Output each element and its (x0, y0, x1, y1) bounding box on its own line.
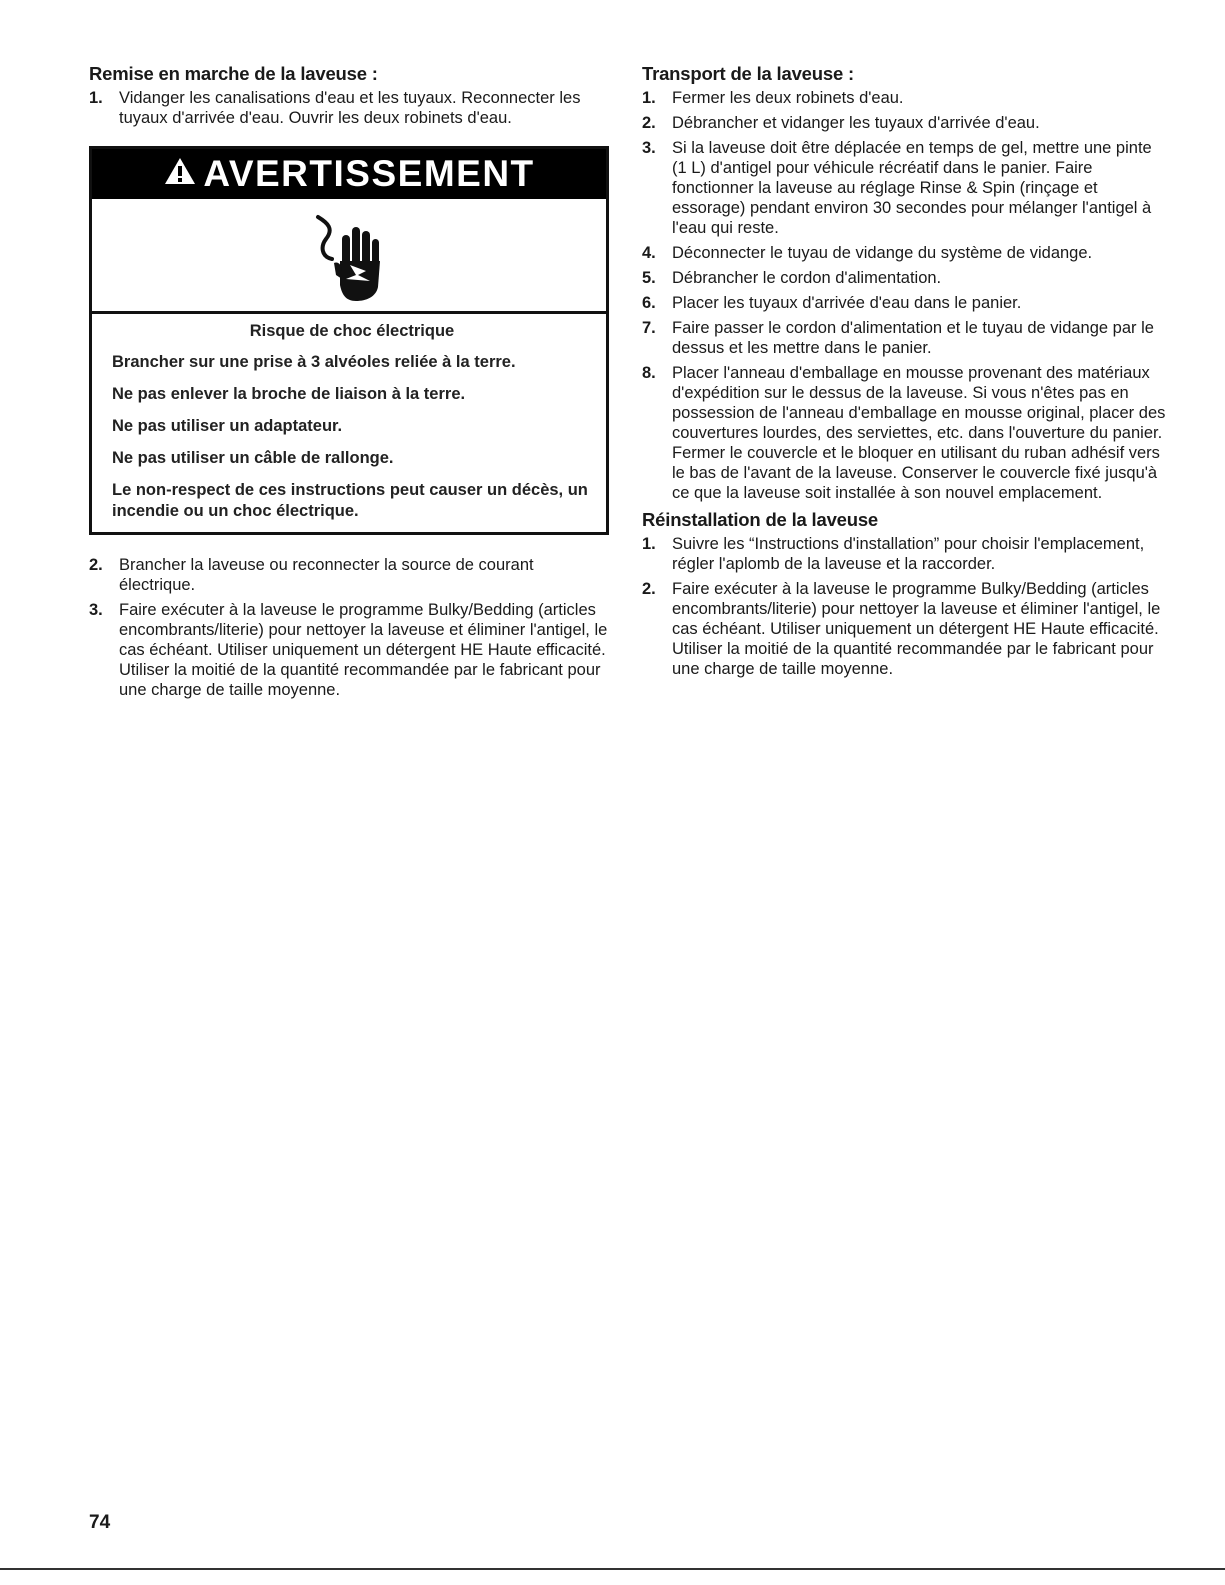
restart-heading: Remise en marche de la laveuse : (89, 63, 378, 84)
right-column (642, 62, 1167, 684)
step-text: Faire exécuter à la laveuse le programme Bulky/Bedding (articles encombrants/literie) pour nettoyer la laveuse et éliminer l'antigel, le cas échéant. Utiliser uniquement un détergent HE Haute efficacité. Utiliser la moitié de la quantité recommandée par le fabricant pour une charge de taille moyenne. (119, 601, 608, 699)
step-number: 5. (642, 269, 656, 287)
list-item (89, 555, 609, 595)
step-number: 1. (642, 89, 656, 107)
step-text: Suivre les “Instructions d'installation” pour choisir l'emplacement, régler l'aplomb de la laveuse et la raccorder. (672, 535, 1145, 573)
list-item (642, 88, 1167, 108)
step-number: 2. (89, 556, 103, 574)
step-text: Placer les tuyaux d'arrivée d'eau dans le panier. (672, 294, 1022, 312)
step-number: 7. (642, 319, 656, 337)
step-text: Vidanger les canalisations d'eau et les tuyaux. Reconnecter les tuyaux d'arrivée d'eau. Ouvrir les deux robinets d'eau. (119, 89, 581, 127)
warning-line: Brancher sur une prise à 3 alvéoles reliée à la terre. (112, 353, 516, 371)
warning-line: Ne pas utiliser un adaptateur. (112, 417, 343, 435)
step-text: Déconnecter le tuyau de vidange du système de vidange. (672, 244, 1093, 262)
list-item (642, 268, 1167, 288)
warning-title: AVERTISSEMENT (203, 153, 535, 194)
list-item (642, 243, 1167, 263)
step-text: Faire passer le cordon d'alimentation et le tuyau de vidange par le dessus et les mettre dans le panier. (672, 319, 1154, 357)
list-item (642, 138, 1167, 238)
step-number: 1. (642, 535, 656, 553)
warning-line: Ne pas utiliser un câble de rallonge. (112, 449, 394, 467)
reinstall-heading: Réinstallation de la laveuse (642, 509, 879, 530)
electric-shock-hand-icon (92, 199, 606, 314)
warning-triangle-icon (163, 153, 197, 195)
step-text: Si la laveuse doit être déplacée en temps de gel, mettre une pinte (1 L) d'antigel pour véhicule récréatif dans le panier. Faire fonctionner la laveuse au réglage Rinse & Spin (rinçage et essorage) pendant environ 30 secondes pour mélanger l'antigel à l'eau qui reste. (672, 139, 1152, 237)
list-item (642, 534, 1167, 574)
step-number: 1. (89, 89, 103, 107)
warning-header (92, 149, 606, 199)
step-text: Placer l'anneau d'emballage en mousse provenant des matériaux d'expédition sur le dessus de la laveuse. Si vous n'êtes pas en possession de l'anneau d'emballage en mousse original, placer des couvertures lourdes, des serviettes, etc. dans l'ouverture du panier. Fermer le couvercle et le bloquer en utilisant du ruban adhésif vers le bas de l'avant de la laveuse. Conserver le couvercle fixé jusqu'à ce que la laveuse soit installée à son nouvel emplacement. (672, 364, 1166, 502)
list-item (642, 363, 1167, 503)
restart-steps-before (89, 88, 609, 128)
bottom-divider (0, 1568, 1225, 1570)
list-item (642, 293, 1167, 313)
step-text: Fermer les deux robinets d'eau. (672, 89, 904, 107)
restart-steps-after (89, 555, 609, 700)
transport-heading: Transport de la laveuse : (642, 63, 854, 84)
step-number: 2. (642, 114, 656, 132)
warning-line: Le non-respect de ces instructions peut causer un décès, un incendie ou un choc électrique. (112, 481, 588, 520)
page-number: 74 (89, 1512, 111, 1533)
warning-body (92, 314, 606, 532)
list-item (642, 113, 1167, 133)
step-number: 3. (89, 601, 103, 619)
step-text: Débrancher le cordon d'alimentation. (672, 269, 942, 287)
list-item (89, 88, 609, 128)
list-item (89, 600, 609, 700)
reinstall-steps (642, 534, 1167, 679)
step-text: Brancher la laveuse ou reconnecter la source de courant électrique. (119, 556, 534, 594)
step-number: 8. (642, 364, 656, 382)
list-item (642, 318, 1167, 358)
step-number: 6. (642, 294, 656, 312)
transport-steps (642, 88, 1167, 503)
step-number: 2. (642, 580, 656, 598)
warning-risk: Risque de choc électrique (249, 322, 455, 340)
step-text: Débrancher et vidanger les tuyaux d'arrivée d'eau. (672, 114, 1040, 132)
warning-line: Ne pas enlever la broche de liaison à la terre. (112, 385, 466, 403)
step-number: 4. (642, 244, 656, 262)
warning-box (89, 146, 609, 535)
left-column (89, 62, 609, 705)
step-text: Faire exécuter à la laveuse le programme Bulky/Bedding (articles encombrants/literie) pour nettoyer la laveuse et éliminer l'antigel, le cas échéant. Utiliser uniquement un détergent HE Haute efficacité. Utiliser la moitié de la quantité recommandée par le fabricant pour une charge de taille moyenne. (672, 580, 1161, 678)
list-item (642, 579, 1167, 679)
step-number: 3. (642, 139, 656, 157)
